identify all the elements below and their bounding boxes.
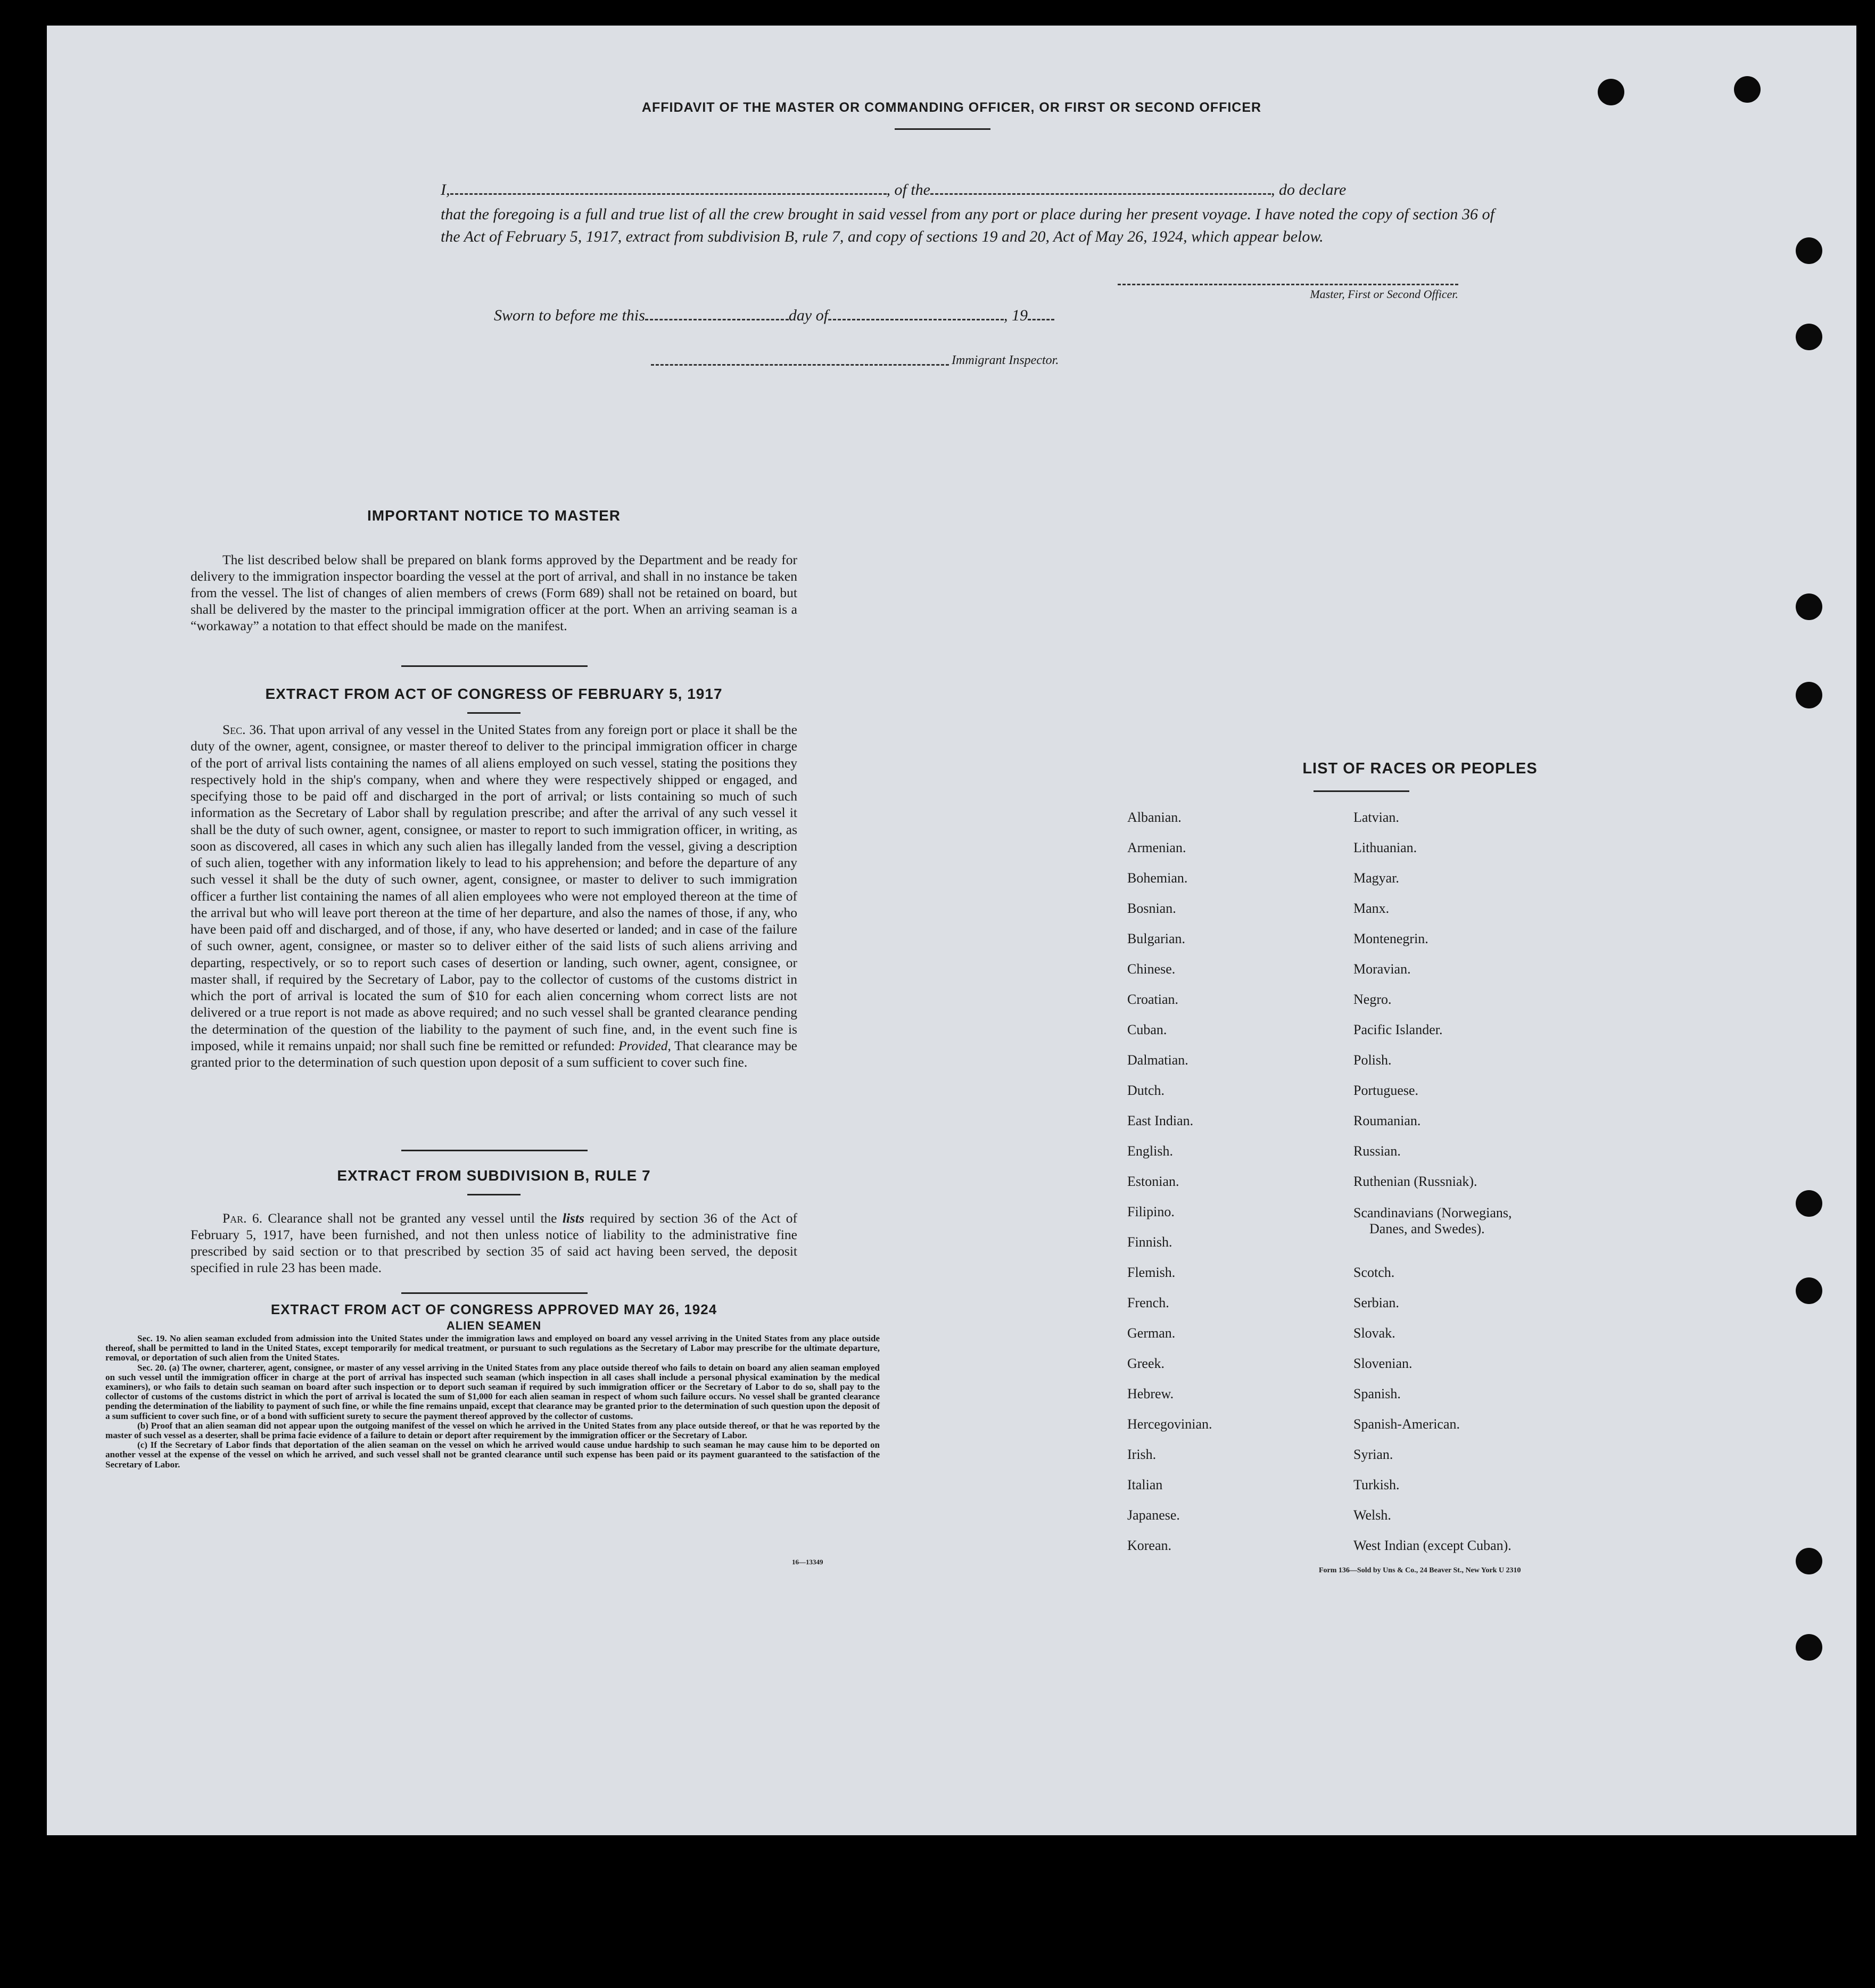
race-left-item: Italian	[1127, 1477, 1163, 1492]
race-right-item: Lithuanian.	[1353, 840, 1417, 855]
binder-hole	[1796, 1277, 1822, 1304]
race-right-item: Magyar.	[1353, 870, 1399, 886]
binder-hole	[1796, 682, 1822, 708]
section-divider	[401, 1292, 588, 1294]
race-left-item: Filipino.	[1127, 1204, 1175, 1219]
sworn-date-blank[interactable]	[645, 307, 789, 320]
section-divider	[401, 1150, 588, 1151]
race-left-item: Hebrew.	[1127, 1386, 1174, 1401]
binder-hole	[1796, 1548, 1822, 1574]
race-right-item: Moravian.	[1353, 961, 1411, 977]
race-right-item: Slovenian.	[1353, 1356, 1413, 1371]
race-left-item: German.	[1127, 1325, 1176, 1341]
race-left-item: Dalmatian.	[1127, 1052, 1188, 1068]
extract-1924-text	[105, 1334, 880, 1470]
sec-36-text: That upon arrival of any vessel in the United States from any foreign port or place it shall be the duty of the owner, agent, consignee, or master thereof to deliver to the principal immigration officer in charge of the port of arrival lists containing the names of all aliens employed on such vessel, stating the positions they respectively hold in the ship's company, when and where they were respectively shipped or engaged, and specifying those to be paid off and discharged in the port of arrival; or lists containing so much of such information as the Secretary of Labor shall by regulation prescribe; and after the arrival of any such vessel it shall be the duty of such owner, agent, consignee, or master to report to such immigration officer, in writing, as soon as discovered, all cases in which any such alien has illegally landed from the vessel, giving a description of such alien, together with any information likely to lead to his apprehension; and before the departure of any such vessel it shall be the duty of such owner, agent, consignee, or master to deliver to such immigration officer a further list containing the names of all alien employees who were not employed thereon at the time of the arrival but who will leave port thereon at the time of her departure, and also the names of those, if any, who have been paid off and discharged, and of those, if any, who have deserted or landed; and in case of the failure of such owner, agent, consignee, or master so to deliver either of the said lists of such aliens arriving and departing, respectively, or so to report such cases of desertion or landing, such owner, agent, consignee, or master shall, if required by the Secretary of Labor, pay to the collector of customs of the customs district in which the port of arrival is located the sum of $10 for each alien concerning whom correct lists are not delivered or a true report is not made as above required; and no such vessel shall be granted clearance pending the determination of the question of the liability to the payment of such fine, and, in the event such fine is imposed, while it remains unpaid; nor shall such fine be remitted or refunded:	[191, 722, 797, 1053]
race-right-item: Portuguese.	[1353, 1083, 1419, 1098]
race-right-item: Ruthenian (Russniak).	[1353, 1174, 1477, 1189]
race-right-item: West Indian (except Cuban).	[1353, 1538, 1511, 1553]
section-divider	[467, 1194, 521, 1195]
sworn-line	[494, 307, 1186, 325]
race-left-item: Korean.	[1127, 1538, 1172, 1553]
provided-word: Provided,	[618, 1037, 671, 1053]
race-right-item: Scotch.	[1353, 1265, 1395, 1280]
form-code: 16—13349	[792, 1558, 823, 1566]
race-left-item: Japanese.	[1127, 1507, 1180, 1523]
name-blank[interactable]	[450, 182, 887, 195]
vessel-blank[interactable]	[930, 182, 1271, 195]
binder-hole	[1796, 1190, 1822, 1217]
race-right-item: Latvian.	[1353, 810, 1399, 825]
inspector-signature-line[interactable]	[651, 364, 949, 366]
document-page	[47, 26, 1856, 1835]
affidavit-declaration-line	[441, 181, 1494, 199]
sworn-year: , 19	[1004, 307, 1028, 324]
binder-hole	[1796, 237, 1822, 264]
binder-hole	[1598, 79, 1624, 105]
master-signature-line[interactable]	[1118, 284, 1458, 285]
race-left-item: French.	[1127, 1295, 1169, 1310]
race-right-item: Syrian.	[1353, 1447, 1393, 1462]
race-right-item: Negro.	[1353, 992, 1392, 1007]
subdivision-title: EXTRACT FROM SUBDIVISION B, RULE 7	[337, 1167, 651, 1184]
sworn-month-blank[interactable]	[828, 307, 1004, 320]
sec-20a-text: Sec. 20. (a) The owner, charterer, agent, consignee, or master of any vessel arriving in the United States from any place outside thereof who fails to detain on board any alien seaman employed on such vessel until the immigration officer in charge at the port of arrival has inspected such seaman (which inspection in all cases shall include a personal physical examination by the medical examiners), or who fails to detain such seaman on board after such inspection or to deport such seaman if required by such immigration officer or the Secretary of Labor to do so, shall pay to the collector of customs of the customs district in which the port of arrival is located the sum of $1,000 for each alien seaman in respect of whom such failure occurs. No vessel shall be granted clearance pending the determination of the liability to payment of such fine, or while the fine remains unpaid, except that clearance may be granted prior to the determination of such question upon the deposit of a sum sufficient to cover such fine, or of a bond with sufficient surety to secure the payment thereof approved by the collector of customs.	[105, 1362, 880, 1421]
par-6-label: Par. 6.	[222, 1210, 263, 1226]
race-left-item: Armenian.	[1127, 840, 1186, 855]
race-right-item: Spanish-American.	[1353, 1416, 1460, 1432]
sec-20c-text: (c) If the Secretary of Labor finds that deportation of the alien seaman on the vessel on which he arrived would cause undue hardship to such seaman he may cause him to be deported on another vessel at the expense of the vessel on which he arrived, and such vessel shall not be granted clearance until such expense has been paid or its payment guaranteed to the satisfaction of the Secretary of Labor.	[105, 1440, 880, 1470]
race-left-item: Cuban.	[1127, 1022, 1167, 1037]
race-right-item: Pacific Islander.	[1353, 1022, 1443, 1037]
race-left-item: East Indian.	[1127, 1113, 1194, 1128]
par-6-text-a: Clearance shall not be granted any vessel until the	[268, 1210, 557, 1226]
sec-36-label: Sec. 36.	[222, 722, 267, 737]
affidavit-title: AFFIDAVIT OF THE MASTER OR COMMANDING OFFICER, OR FIRST OR SECOND OFFICER	[641, 100, 1262, 115]
section-divider	[401, 665, 588, 667]
race-left-item: Estonian.	[1127, 1174, 1179, 1189]
race-left-item: Greek.	[1127, 1356, 1165, 1371]
race-left-item: Finnish.	[1127, 1234, 1172, 1250]
notice-paragraph: The list described below shall be prepared on blank forms approved by the Department and be ready for delivery to the immigration inspector boarding the vessel at the port of arrival, and shall in no instance be taken from the vessel. The list of changes of alien members of crews (Form 689) shall not be retained on board, but shall be delivered by the master to the principal immigration officer at the port. When an arriving seaman is a “workaway” a notation to that effect should be made on the manifest.	[191, 552, 797, 633]
alien-seamen-subtitle: ALIEN SEAMEN	[446, 1319, 542, 1332]
race-left-item: Croatian.	[1127, 992, 1179, 1007]
notice-text	[191, 551, 797, 634]
races-divider	[1314, 790, 1409, 792]
subdivision-text	[191, 1210, 797, 1276]
race-left-item: Dutch.	[1127, 1083, 1165, 1098]
race-right-item: Danes, and Swedes).	[1369, 1221, 1485, 1236]
par-6-text-b: required by section 36 of the Act of February 5, 1917, have been furnished, and not then unless notice of liability to the administrative fine prescribed by said section or to that prescribed by section 35 of said act having been served, the deposit specified in rule 23 has been made.	[191, 1210, 798, 1275]
sec-36-text-end: That clearance may be granted prior to the determination of such question upon deposit of a sum sufficient to cover such fine.	[191, 1037, 798, 1070]
race-right-item: Manx.	[1353, 901, 1390, 916]
race-left-item: Irish.	[1127, 1447, 1157, 1462]
race-left-item: Chinese.	[1127, 961, 1176, 977]
title-divider	[895, 128, 990, 130]
declaration-i: I,	[441, 181, 450, 199]
form-footer: Form 136—Sold by Uns & Co., 24 Beaver St., New York U 2310	[1319, 1566, 1521, 1574]
affidavit-body: that the foregoing is a full and true list of all the crew brought in said vessel from any port or place during her present voyage. I have noted the copy of section 36 of the Act of February 5, 1917, extract from subdivision B, rule 7, and copy of sections 19 and 20, Act of May 26, 1924, which appear below.	[441, 205, 1494, 245]
section-divider	[467, 712, 521, 714]
race-right-item: Roumanian.	[1353, 1113, 1421, 1128]
races-title: LIST OF RACES OR PEOPLES	[1302, 760, 1538, 777]
race-right-item: Turkish.	[1353, 1477, 1400, 1492]
binder-hole	[1796, 593, 1822, 620]
extract-1924-title: EXTRACT FROM ACT OF CONGRESS APPROVED MAY 26, 1924	[270, 1301, 717, 1317]
race-right-item: Montenegrin.	[1353, 931, 1428, 946]
race-left-item: Bohemian.	[1127, 870, 1188, 886]
extract-1917-text	[191, 721, 797, 1070]
binder-hole	[1796, 324, 1822, 350]
binder-hole	[1734, 76, 1761, 103]
race-right-item: Welsh.	[1353, 1507, 1391, 1523]
race-left-item: Albanian.	[1127, 810, 1182, 825]
race-left-item: Hercegovinian.	[1127, 1416, 1212, 1432]
sworn-prefix: Sworn to before me this	[494, 307, 645, 324]
race-right-item: Russian.	[1353, 1143, 1401, 1159]
sworn-day: day of	[788, 307, 829, 324]
master-signature-label: Master, First or Second Officer.	[1310, 287, 1458, 301]
race-right-item: Polish.	[1353, 1052, 1392, 1068]
declaration-of: , of the	[886, 181, 930, 199]
race-left-item: Flemish.	[1127, 1265, 1176, 1280]
notice-title: IMPORTANT NOTICE TO MASTER	[367, 507, 621, 524]
lists-word: lists	[562, 1210, 584, 1226]
race-right-item: Serbian.	[1353, 1295, 1399, 1310]
sec-20b-text: (b) Proof that an alien seaman did not appear upon the outgoing manifest of the vessel on which he arrived in the United States from any place outside thereof, or that he was reported by the master of such vessel as a deserter, shall be prima facie evidence of a failure to detain or deport after requirement by the immigration officer or the Secretary of Labor.	[105, 1420, 880, 1441]
binder-hole	[1796, 1634, 1822, 1661]
race-left-item: Bosnian.	[1127, 901, 1176, 916]
declaration-declare: , do declare	[1271, 181, 1347, 199]
race-left-item: English.	[1127, 1143, 1173, 1159]
race-right-item: Slovak.	[1353, 1325, 1395, 1341]
sec-19-text: Sec. 19. No alien seaman excluded from admission into the United States under the immigration laws and employed on board any vessel arriving in the United States from any place outside thereof, shall be permitted to land in the United States, except temporarily for medical treatment, or pursuant to such regulations as the Secretary of Labor may prescribe for the ultimate departure, removal, or deportation of such alien from the United States.	[105, 1333, 880, 1363]
race-right-item: Scandinavians (Norwegians,	[1353, 1205, 1512, 1220]
sworn-year-blank[interactable]	[1028, 307, 1054, 320]
inspector-label: Immigrant Inspector.	[952, 353, 1059, 367]
race-left-item: Bulgarian.	[1127, 931, 1186, 946]
extract-1917-title: EXTRACT FROM ACT OF CONGRESS OF FEBRUARY 5, 1917	[265, 686, 723, 702]
race-right-item: Spanish.	[1353, 1386, 1401, 1401]
